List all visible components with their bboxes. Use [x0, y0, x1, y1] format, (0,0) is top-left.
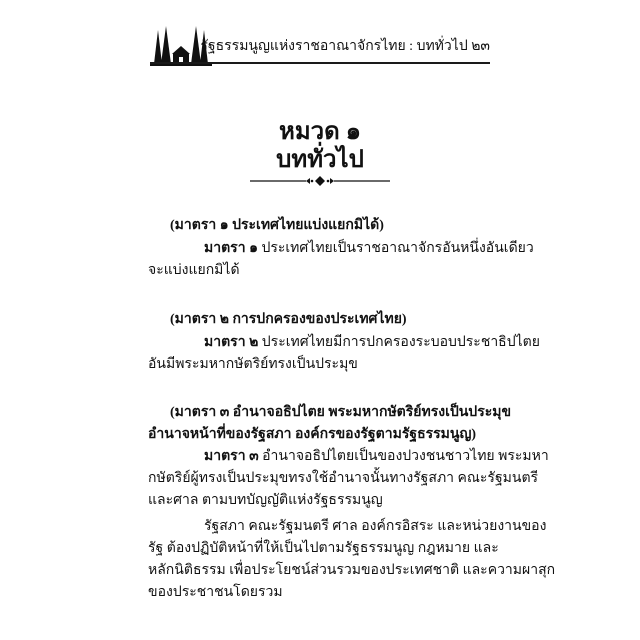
section-3-para-2-line-1: รัฐสภา คณะรัฐมนตรี ศาล องค์กรอิสระ และหน่วยงานของ: [204, 519, 547, 534]
section-3-para-2-line-4: ของประชาชนโดยรวม: [148, 585, 283, 600]
section-3-line-2: กษัตริย์ผู้ทรงเป็นประมุขทรงใช้อำนาจนั้นทางรัฐสภา คณะรัฐมนตรี: [148, 471, 539, 486]
section-3-line-1: [204, 446, 549, 468]
section-2-heading: (มาตรา ๒ การปกครองของประเทศไทย): [170, 312, 407, 327]
section-2-text-1: ประเทศไทยมีการปกครองระบอบประชาธิปไตย: [258, 335, 540, 350]
section-3-text-1: อำนาจอธิปไตยเป็นของปวงชนชาวไทย พระมหา: [258, 449, 549, 464]
chapter-number: หมวด ๑: [279, 119, 361, 145]
ornamental-divider-icon: [248, 174, 392, 188]
section-1-heading: (มาตรา ๑ ประเทศไทยแบ่งแยกมิได้): [170, 218, 384, 233]
section-2-line-2: อันมีพระมหากษัตริย์ทรงเป็นประมุข: [148, 357, 358, 372]
section-3-heading-line-1: (มาตรา ๓ อำนาจอธิปไตย พระมหากษัตริย์ทรงเป็นประมุข: [170, 405, 512, 420]
section-1-label: มาตรา ๑: [204, 241, 258, 256]
section-1-line-1: [204, 238, 534, 260]
section-2-line-1: [204, 332, 540, 354]
section-3-line-3: และศาล ตามบทบัญญัติแห่งรัฐธรรมนูญ: [148, 493, 383, 508]
section-3-heading-line-2: อำนาจหน้าที่ของรัฐสภา องค์กรของรัฐตามรัฐธรรมนูญ): [148, 427, 477, 442]
running-header-title: รัฐธรรมนูญแห่งราชอาณาจักรไทย : บททั่วไป ๒๓: [200, 39, 490, 54]
section-3-label: มาตรา ๓: [204, 449, 259, 464]
section-1-text-1: ประเทศไทยเป็นราชอาณาจักรอันหนึ่งอันเดียว: [257, 241, 534, 256]
section-3-para-2-line-2: รัฐ ต้องปฏิบัติหน้าที่ให้เป็นไปตามรัฐธรรมนูญ กฎหมาย และ: [148, 541, 499, 556]
section-1-line-2: จะแบ่งแยกมิได้: [148, 263, 240, 278]
chapter-title: บททั่วไป: [276, 147, 364, 173]
header-rule: [150, 62, 490, 64]
section-2-label: มาตรา ๒: [204, 335, 259, 350]
section-3-para-2-line-3: หลักนิติธรรม เพื่อประโยชน์ส่วนรวมของประเทศชาติ และความผาสุก: [148, 563, 556, 578]
